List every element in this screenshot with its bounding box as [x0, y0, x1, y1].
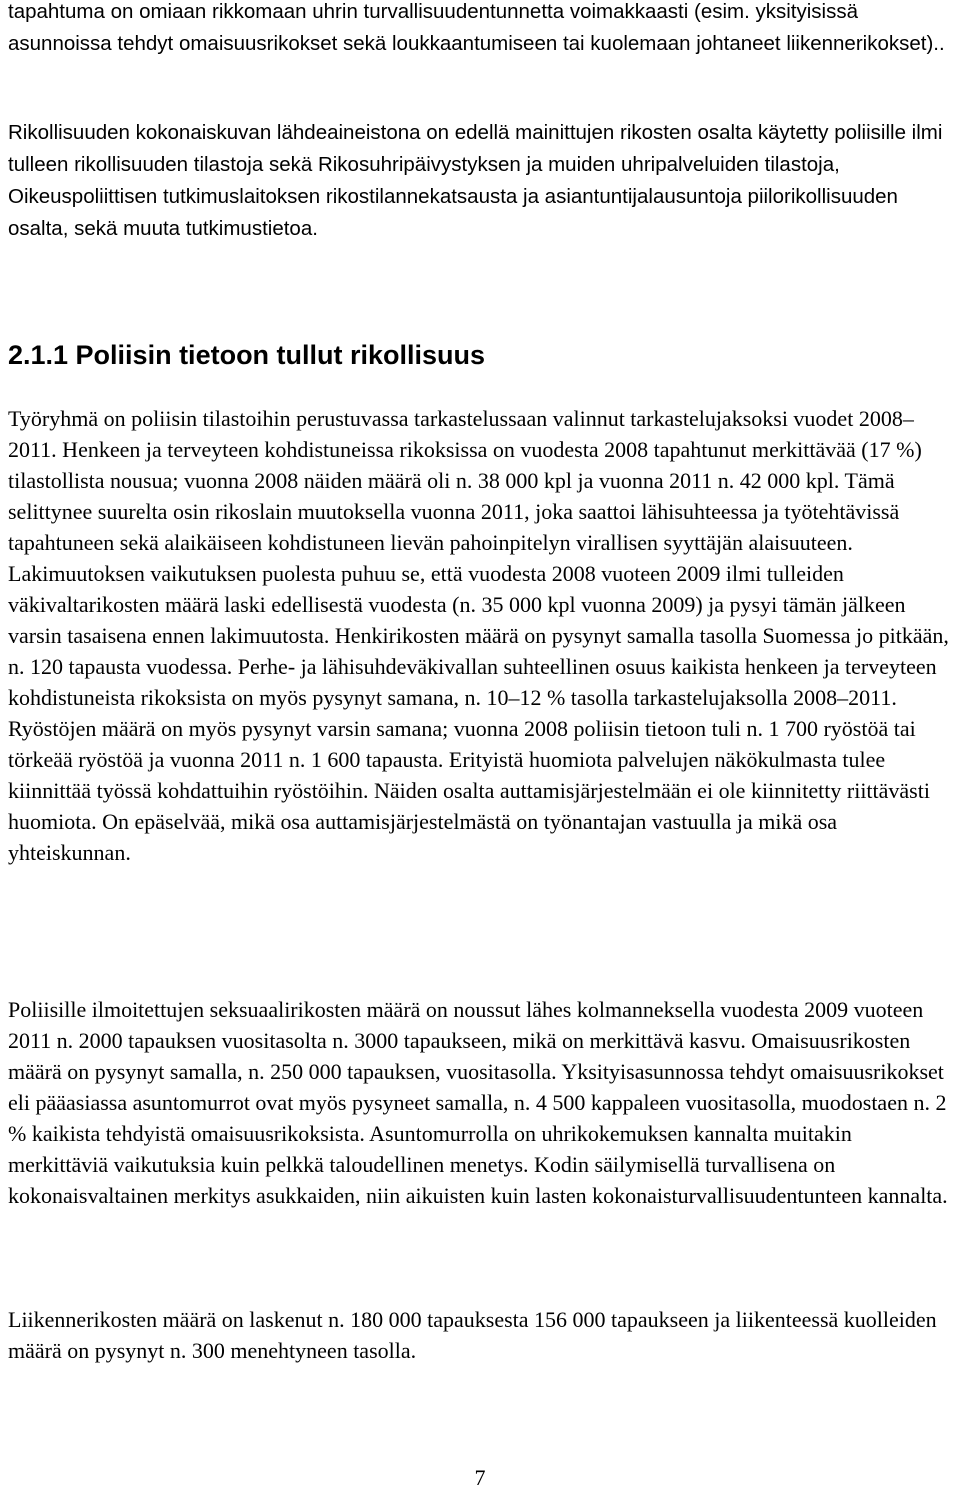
body-paragraph-1: Työryhmä on poliisin tilastoihin perustuvassa tarkastelussaan valinnut tarkastelujaksoksi vuodet 2008–2011. Henkeen ja terveyteen kohdistuneissa rikoksissa on vuodesta 2008 tapahtunut merkittävää (17 %) tilastollista nousua; vuonna 2008 näiden määrä oli n. 38 000 kpl ja vuonna 2011 n. 42 000 kpl. Tämä selittynee suurelta osin rikoslain muutoksella vuonna 2011, joka saattoi lähisuhteessa ja työtehtävissä tapahtuneen sekä alaikäiseen kohdistuneen lievän pahoinpitelyn virallisen syyttäjän alaisuuteen. Lakimuutoksen vaikutuksen puolesta puhuu se, että vuodesta 2008 vuoteen 2009 ilmi tulleiden väkivaltarikosten määrä laski edellisestä vuodesta (n. 35 000 kpl vuonna 2009) ja pysyi tämän jälkeen varsin tasaisena ennen lakimuutosta. Henkirikosten määrä on pysynyt samalla tasolla Suomessa jo pitkään, n. 120 tapausta vuodessa. Perhe- ja lähisuhdeväkivallan suhteellinen osuus kaikista henkeen ja terveyteen kohdistuneista rikoksista on myös pysynyt samana, n. 10–12 % tasolla tarkastelujaksolla 2008–2011. Ryöstöjen määrä on myös pysynyt varsin samana; vuonna 2008 poliisin tietoon tuli n. 1 700 ryöstöä tai törkeää ryöstöä ja vuonna 2011 n. 1 600 tapausta. Erityistä huomiota palvelujen näkökulmasta tulee kiinnittää työssä kohdattuihin ryöstöihin. Näiden osalta auttamisjärjestelmään ei ole kiinnitetty riittävästi huomiota. On epäselvää, mikä osa auttamisjärjestelmästä on työnantajan vastuulla ja mikä osa yhteiskunnan. [8, 406, 949, 865]
section-heading: 2.1.1 Poliisin tietoon tullut rikollisuus [8, 340, 486, 370]
body-paragraph-3: Liikennerikosten määrä on laskenut n. 180 000 tapauksesta 156 000 tapaukseen ja liikenteessä kuolleiden määrä on pysynyt n. 300 menehtyneen tasolla. [8, 1307, 937, 1363]
intro-continuation-paragraph: tapahtuma on omiaan rikkomaan uhrin turvallisuudentunnetta voimakkaasti (esim. yksityisissä asunnoissa tehdyt omaisuusrikokset sekä loukkaantumiseen tai kuolemaan johtaneet liikennerikokset).. [8, 0, 945, 55]
body-paragraph-2: Poliisille ilmoitettujen seksuaalirikosten määrä on noussut lähes kolmanneksella vuodesta 2009 vuoteen 2011 n. 2000 tapauksen vuositasolta n. 3000 tapaukseen, mikä on merkittävä kasvu. Omaisuusrikosten määrä on pysynyt samalla, n. 250 000 tapauksen, vuositasolla. Yksityisasunnossa tehdyt omaisuusrikokset eli pääasiassa asuntomurrot ovat myös pysyneet samalla, n. 4 500 kappaleen vuositasolla, muodostaen n. 2 % kaikista tehdyistä omaisuusrikoksista. Asuntomurrolla on uhrikokemuksen kannalta muitakin merkittäviä vaikutuksia kuin pelkkä taloudellinen menetys. Kodin säilymisellä turvallisena on kokonaisvaltainen merkitys asukkaiden, niin aikuisten kuin lasten kokonaisturvallisuudentunteen kannalta. [8, 997, 948, 1208]
intro-sources-paragraph: Rikollisuuden kokonaiskuvan lähdeaineistona on edellä mainittujen rikosten osalta käytetty poliisille ilmi tulleen rikollisuuden tilastoja sekä Rikosuhripäivystyksen ja muiden uhripalveluiden tilastoja, Oikeuspoliittisen tutkimuslaitoksen rikostilannekatsausta ja asiantuntijalausuntoja piilorikollisuuden osalta, sekä muuta tutkimustietoa. [8, 121, 943, 240]
page-number: 7 [474, 1465, 486, 1490]
